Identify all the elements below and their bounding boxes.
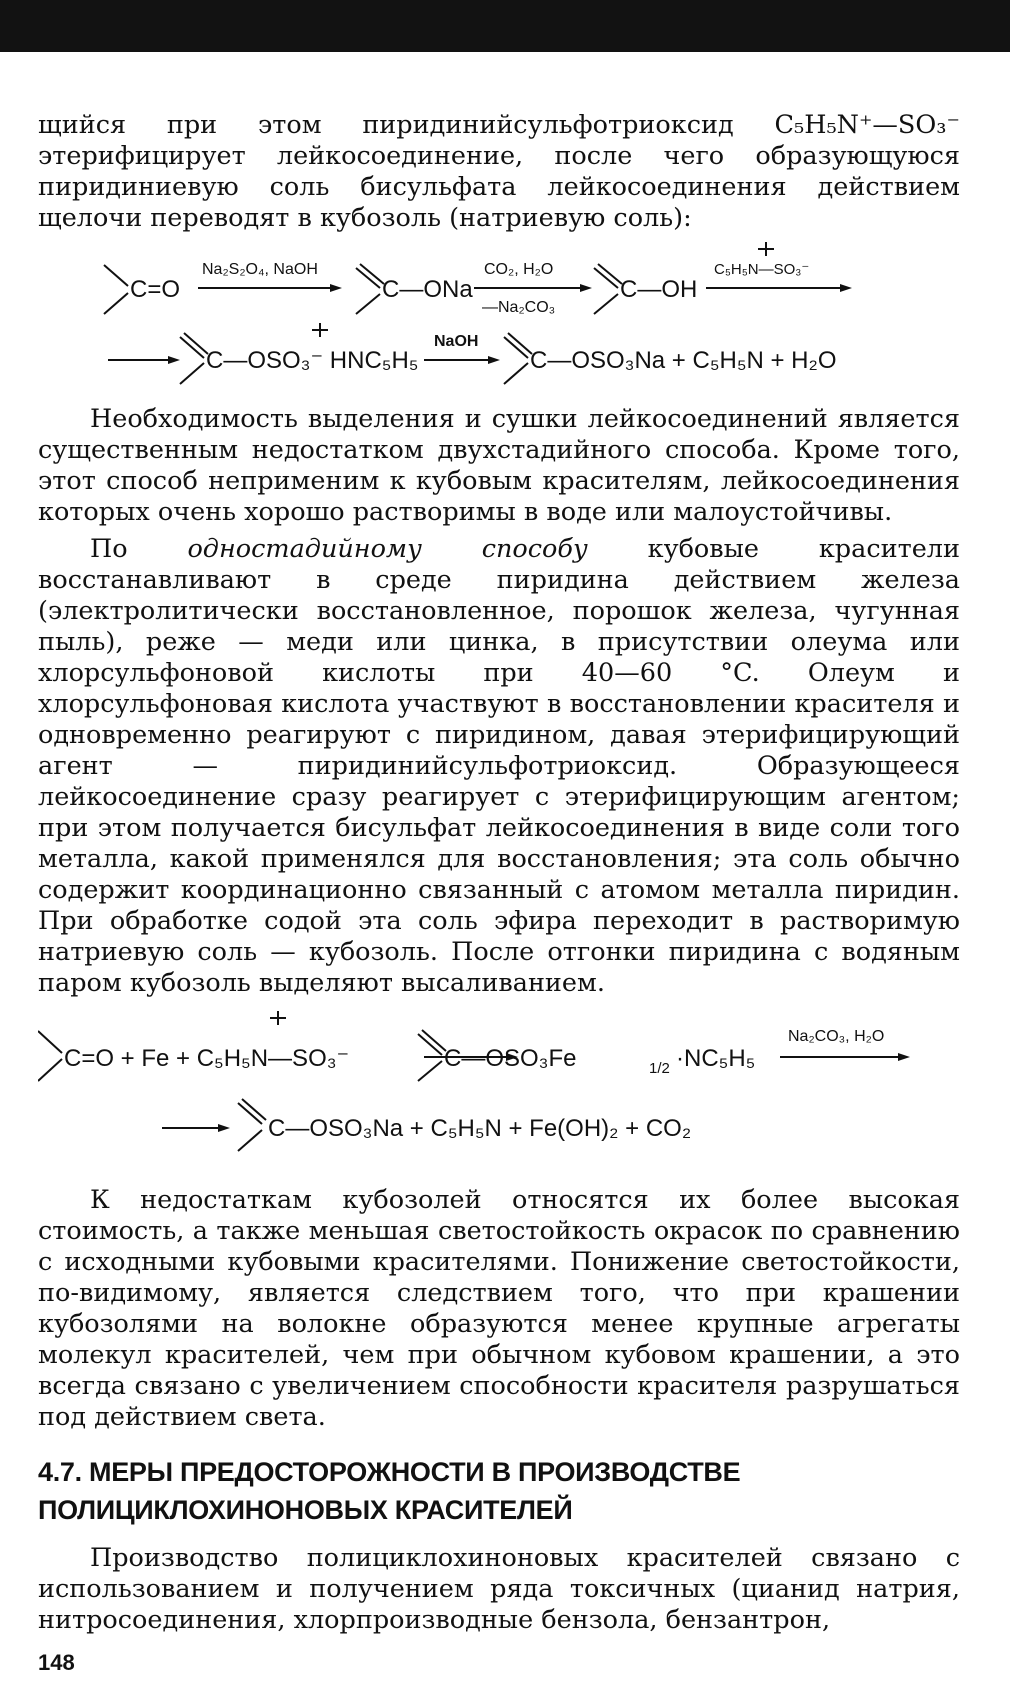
paragraph-3-rest: кубовые красители восстанавливают в среде пиридина действием железа (электролитически восстановленное, порошок железа, чугунная пыль), реже — меди или цинка, в присутствии олеума или хлорсульфоновой кислоты при 40—60 °C. Олеум и хлорсульфоновая кислота участвуют в восстановлении красителя и одновременно реагируют с пиридином, давая этерифицирующий агент — пиридинийсульфотриоксид. Образующееся лейкосоединение сразу реагирует с этерифицирующим агентом; при этом получается бисульфат лейкосоединения в виде соли того металла, какой применялся для восстановления; эта соль обычно содержит координационно связанный с атомом металла пиридин. При обработке содой эта соль эфира переходит в растворимую натриевую соль — кубозоль. После отгонки пиридина с водяным паром кубозоль выделяют высаливанием. bbox=[38, 534, 961, 998]
page-body bbox=[38, 110, 960, 1636]
paragraph-1: щийся при этом пиридинийсульфотриоксид C₅H₅N⁺—SO₃⁻ этерифицирует лейкосоединение, после чего образующуюся пиридиниевую соль бисульфата лейкосоединения действием щелочи переводят в кубозоль (натриевую соль): bbox=[38, 110, 960, 233]
paragraph-4: К недостаткам кубозолей относятся их более высокая стоимость, а также меньшая светостойкость окрасок по сравнению с исходными кубовыми красителями. Понижение светостойкости, по-видимому, является следствием того, что при крашении кубозолями на волокне образуются менее крупные агрегаты молекул красителей, чем при обычном кубовом крашении, а это всегда связано с увеличением способности красителя разрушаться под действием света. bbox=[38, 1185, 960, 1432]
eq1-row2-reagent: NaOH bbox=[434, 333, 479, 350]
reaction-scheme-1 bbox=[38, 242, 960, 394]
reaction-scheme-2 bbox=[38, 1011, 960, 1177]
eq1-reagent2-bottom: —Na₂CO₃ bbox=[482, 299, 556, 316]
eq1-reagent1: Na₂S₂O₄, NaOH bbox=[202, 261, 318, 278]
section-heading bbox=[38, 1453, 960, 1529]
paragraph-3 bbox=[38, 534, 960, 999]
eq1-row2-product2: C—OSO₃Na + C₅H₅N + H₂O bbox=[530, 347, 837, 374]
eq2-reagent: Na₂CO₃, H₂O bbox=[788, 1028, 885, 1045]
eq1-row2-product1: C—OSO₃⁻ HNC₅H₅ bbox=[206, 347, 419, 374]
eq1-reagent2-top: CO₂, H₂O bbox=[484, 261, 554, 278]
reaction-scheme-2-svg bbox=[38, 1011, 960, 1177]
eq2-fraction: 1/2 bbox=[649, 1060, 670, 1077]
page-number: 148 bbox=[38, 1650, 75, 1675]
eq1-start: C=O bbox=[130, 276, 181, 303]
eq2-row2-products: C—OSO₃Na + C₅H₅N + Fe(OH)₂ + CO₂ bbox=[268, 1115, 692, 1142]
eq1-reagent3: C₅H₅N—SO₃⁻ bbox=[714, 261, 810, 278]
eq1-product2: C—OH bbox=[620, 276, 698, 303]
paragraph-3-emphasis: одностадийному способу bbox=[187, 534, 588, 564]
paragraph-2: Необходимость выделения и сушки лейкосоединений является существенным недостатком двухстадийного способа. Кроме того, этот способ неприменим к кубовым красителям, лейкосоединения которых очень хорошо растворимы в воде или малоустойчивы. bbox=[38, 404, 960, 527]
paragraph-3-lead: По bbox=[90, 534, 188, 564]
eq2-left: C=O + Fe + C₅H₅N—SO₃⁻ bbox=[64, 1045, 350, 1072]
eq2-product: C—OSO₃Fe bbox=[444, 1045, 577, 1072]
eq1-product1: C—ONa bbox=[382, 276, 473, 303]
reaction-scheme-1-svg bbox=[38, 242, 960, 394]
eq2-product-tail: ·NC₅H₅ bbox=[676, 1045, 756, 1072]
section-heading-line-1: 4.7. МЕРЫ ПРЕДОСТОРОЖНОСТИ В ПРОИЗВОДСТВЕ bbox=[38, 1457, 741, 1487]
section-heading-line-2: ПОЛИЦИКЛОХИНОНОВЫХ КРАСИТЕЛЕЙ bbox=[38, 1495, 573, 1525]
scan-top-border bbox=[0, 0, 1010, 52]
paragraph-5: Производство полициклохиноновых красителей связано с использованием и получением ряда токсичных (цианид натрия, нитросоединения, хлорпроизводные бензола, бензантрон, bbox=[38, 1543, 960, 1635]
